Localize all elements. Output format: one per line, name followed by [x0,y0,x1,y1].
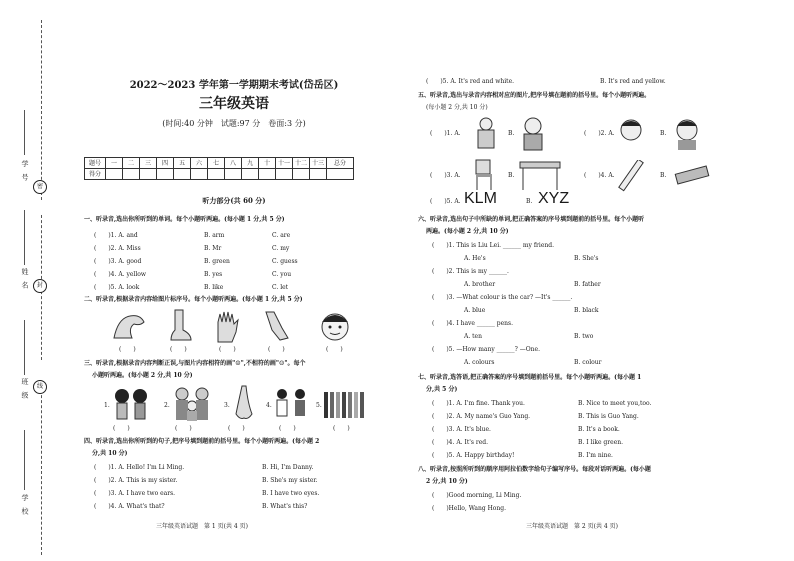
page-footer-2: 三年级英语试题 第 2 页(共 4 页) [526,523,618,530]
score-cell: 二 [123,158,140,169]
score-input[interactable] [293,169,310,180]
q7-option-a[interactable]: ( )5. A. Happy birthday! [432,452,515,459]
seal-mark: 线 [33,380,47,394]
seal-mark: 封 [33,279,47,293]
q7-option-b[interactable]: B. I'm nine. [578,452,613,459]
score-input[interactable] [191,169,208,180]
q7-option-b[interactable]: B. I like green. [578,439,624,446]
foot-picture [165,308,195,344]
page-footer-1: 三年级英语试题 第 1 页(共 4 页) [156,523,248,530]
boy-picture [616,116,646,152]
score-cell: 十二 [293,158,310,169]
doctor-picture [472,116,500,152]
kids-picture [272,386,312,422]
q1-item-a[interactable]: ( )3. A. good [94,258,142,265]
score-cell: 九 [242,158,259,169]
ruler-picture [616,160,646,192]
q5-label[interactable]: ( )5. A. [430,198,461,205]
q4-item-a[interactable]: ( )3. A. I have two ears. [94,490,176,497]
q6-question[interactable]: ( )1. This is Liu Lei. ______ my friend. [432,242,554,249]
q3-blank[interactable]: ( ) [228,425,245,432]
score-input[interactable] [174,169,191,180]
q4-title-2: 分,共 10 分) [92,450,128,457]
q1-item-a[interactable]: ( )2. A. Miss [94,245,141,252]
grandma-picture [518,116,548,152]
q3-blank[interactable]: ( ) [333,425,350,432]
score-input[interactable] [225,169,242,180]
q5-label[interactable]: B. [526,198,533,205]
q5-label[interactable]: B. [660,130,667,137]
score-cell: 七 [208,158,225,169]
school-field[interactable] [24,430,25,490]
score-cell: 五 [174,158,191,169]
q7-option-b[interactable]: B. This is Guo Yang. [578,413,639,420]
exam-info: (时间:40 分钟 试题:97 分 卷面:3 分) [162,119,306,128]
family-picture [170,384,214,424]
q6-option-b[interactable]: B. father [574,281,601,288]
q1-title: 一、听录音,选出你所听到的单词。每个小题听两遍。(每小题 1 分,共 5 分) [84,216,285,223]
q2-blank[interactable]: ( ) [268,346,285,353]
q3-number: 4. [266,402,272,409]
q8-title-2: 2 分,共 10 分) [426,478,468,485]
q7-option-a[interactable]: ( )3. A. It's blue. [432,426,491,433]
q2-blank[interactable]: ( ) [170,346,187,353]
desk-picture [518,158,562,192]
q3-blank[interactable]: ( ) [113,425,130,432]
q1-item-c[interactable]: C. my [272,245,290,252]
q5-score: (每小题 2 分,共 10 分) [426,104,488,111]
q4-item-b[interactable]: B. Hi, I'm Danny. [262,464,314,471]
q2-blank[interactable]: ( ) [326,346,343,353]
score-cell: 一 [106,158,123,169]
q2-blank[interactable]: ( ) [219,346,236,353]
name-label: 姓 名 [21,268,29,291]
q4-item-b[interactable]: B. She's my sister. [262,477,318,484]
q5-label[interactable]: ( )3. A. [430,172,461,179]
q4-item-a[interactable]: ( )2. A. This is my sister. [94,477,178,484]
score-table-header-row [85,158,354,169]
q5-label[interactable]: ( )2. A. [584,130,615,137]
q7-option-a[interactable]: ( )2. A. My name's Guo Yang. [432,413,531,420]
subject-title: 三年级英语 [199,96,269,112]
q5-label[interactable]: ( )4. A. [584,172,615,179]
student-no-label: 学 号 [21,160,29,183]
exam-title: 2022～2023 学年第一学期期末考试(岱岳区) [129,80,339,91]
q1-item-c[interactable]: C. you [272,271,292,278]
q7-title-2: 分,共 5 分) [426,386,458,393]
q4-item-b[interactable]: B. What's this? [262,503,308,510]
q1-item-c[interactable]: C. let [272,284,289,291]
score-cell: 总分 [327,158,354,169]
leg-picture [260,308,292,344]
q2-title: 二、听录音,根据录音内容给图片标序号。每个小题听两遍。(每小题 1 分,共 5 分) [84,296,303,303]
score-input[interactable] [310,169,327,180]
score-input[interactable] [106,169,123,180]
score-table-score-row [85,169,354,180]
score-input[interactable] [242,169,259,180]
q7-title: 七、听录音,选答语,把正确答案的序号填到题前括号里。每个小题听两遍。(每小题 1 [418,374,642,381]
q4-item-b[interactable]: B. It's red and yellow. [600,78,666,85]
q8-item[interactable]: ( )Good morning, Li Ming. [432,492,522,499]
score-cell: 十一 [276,158,293,169]
q1-item-b[interactable]: B. Mr [204,245,222,252]
q3-title: 三、听录音,根据录音内容判断正误,与图片内容相符的画"☺",不相符的画"☹"。每个 [84,360,306,367]
q3-number: 5. [316,402,322,409]
score-cell: 十三 [310,158,327,169]
q7-option-b[interactable]: B. Nice to meet you,too. [578,400,652,407]
q7-option-a[interactable]: ( )1. A. I'm fine. Thank you. [432,400,525,407]
score-cell: 八 [225,158,242,169]
q1-item-c[interactable]: C. are [272,232,291,239]
q3-number: 2. [164,402,170,409]
score-cell: 三 [140,158,157,169]
q5-label[interactable]: B. [508,172,515,179]
q1-item-c[interactable]: C. guess [272,258,298,265]
q1-item-b[interactable]: B. yes [204,271,223,278]
q1-item-b[interactable]: B. green [204,258,230,265]
eraser-picture [672,162,712,190]
q6-title: 六、听录音,选出句子中所缺的单词,把正确答案的序号填到题前的括号里。每个小题听 [418,216,645,223]
q5-title: 五、听录音,选出与录音内容相对应的图片,把序号填在题前的括号里。每个小题听两遍。 [418,92,651,99]
binding-line [41,385,42,555]
q6-option-b[interactable]: B. black [574,307,599,314]
q6-option-a[interactable]: A. He's [464,255,486,262]
q6-option-a[interactable]: A. colours [464,359,495,366]
q1-item-b[interactable]: B. arm [204,232,225,239]
letters-klm: KLM [464,190,497,207]
q6-question[interactable]: ( )5. —How many ______? —One. [432,346,540,353]
q6-option-a[interactable]: A. brother [464,281,496,288]
score-input[interactable] [157,169,174,180]
q5-label[interactable]: B. [508,130,515,137]
score-input[interactable] [208,169,225,180]
q6-question[interactable]: ( )2. This is my ______. [432,268,509,275]
chair-picture [472,158,496,192]
section-title-listening: 听力部分(共 60 分) [202,196,266,205]
score-label: 得分 [85,169,106,180]
q3-number: 1. [104,402,110,409]
score-input[interactable] [123,169,140,180]
q4-item-a[interactable]: ( )4. A. What's that? [94,503,165,510]
class-label: 班 级 [21,378,29,401]
name-field[interactable] [24,210,25,265]
face-picture [318,308,352,344]
q6-option-b[interactable]: B. She's [574,255,599,262]
score-table [84,157,354,180]
q6-question[interactable]: ( )3. —What colour is the car? —It's ______. [432,294,573,301]
q3-title-2: 小题听两遍。(每小题 2 分,共 10 分) [92,372,193,379]
score-input[interactable] [276,169,293,180]
seal-mark: 密 [33,180,47,194]
score-cell: 十 [259,158,276,169]
arm-picture [110,308,148,344]
crayons-picture [322,386,368,422]
q1-item-a[interactable]: ( )4. A. yellow [94,271,146,278]
q7-option-a[interactable]: ( )4. A. It's red. [432,439,489,446]
score-input[interactable] [327,169,354,180]
letters-xyz: XYZ [538,190,570,207]
q6-title-2: 两遍。(每小题 2 分,共 10 分) [426,228,509,235]
student-no-field[interactable] [24,110,25,155]
score-cell: 六 [191,158,208,169]
q2-blank[interactable]: ( ) [119,346,136,353]
score-cell: 四 [157,158,174,169]
q6-option-a[interactable]: A. ten [464,333,482,340]
q4-title: 四、听录音,选出你所听到的句子,把序号填到题前的括号里。每个小题听两遍。(每小题 2 [84,438,320,445]
q4-item-b[interactable]: B. I have two eyes. [262,490,320,497]
binding-line [41,20,42,200]
q5-label[interactable]: B. [660,172,667,179]
school-label: 学 校 [21,494,29,517]
q1-item-a[interactable]: ( )1. A. and [94,232,138,239]
score-input[interactable] [259,169,276,180]
score-input[interactable] [140,169,157,180]
q8-item[interactable]: ( )Hello, Wang Hong. [432,505,507,512]
q6-option-b[interactable]: B. two [574,333,594,340]
q6-option-b[interactable]: B. colour [574,359,602,366]
q4-item-a[interactable]: ( )1. A. Hello! I'm Li Ming. [94,464,185,471]
q5-label[interactable]: ( )1. A. [430,130,461,137]
q3-blank[interactable]: ( ) [175,425,192,432]
class-field[interactable] [24,320,25,375]
q3-number: 3. [224,402,230,409]
q4-item-a[interactable]: ( )5. A. It's red and white. [426,78,515,85]
hand-picture [212,308,242,344]
q3-blank[interactable]: ( ) [279,425,296,432]
nose-picture [232,384,256,424]
q8-title: 八、听录音,按照所听到的顺序用阿拉伯数字给句子编写序号。每段对话听两遍。(每小题 [418,466,651,473]
girls-picture [110,386,154,422]
q1-item-b[interactable]: B. like [204,284,224,291]
q1-item-a[interactable]: ( )5. A. look [94,284,140,291]
q6-option-a[interactable]: A. blue [464,307,486,314]
q6-question[interactable]: ( )4. I have ______ pens. [432,320,514,327]
q7-option-b[interactable]: B. It's a book. [578,426,620,433]
score-cell: 题号 [85,158,106,169]
crying-boy-picture [672,116,702,152]
